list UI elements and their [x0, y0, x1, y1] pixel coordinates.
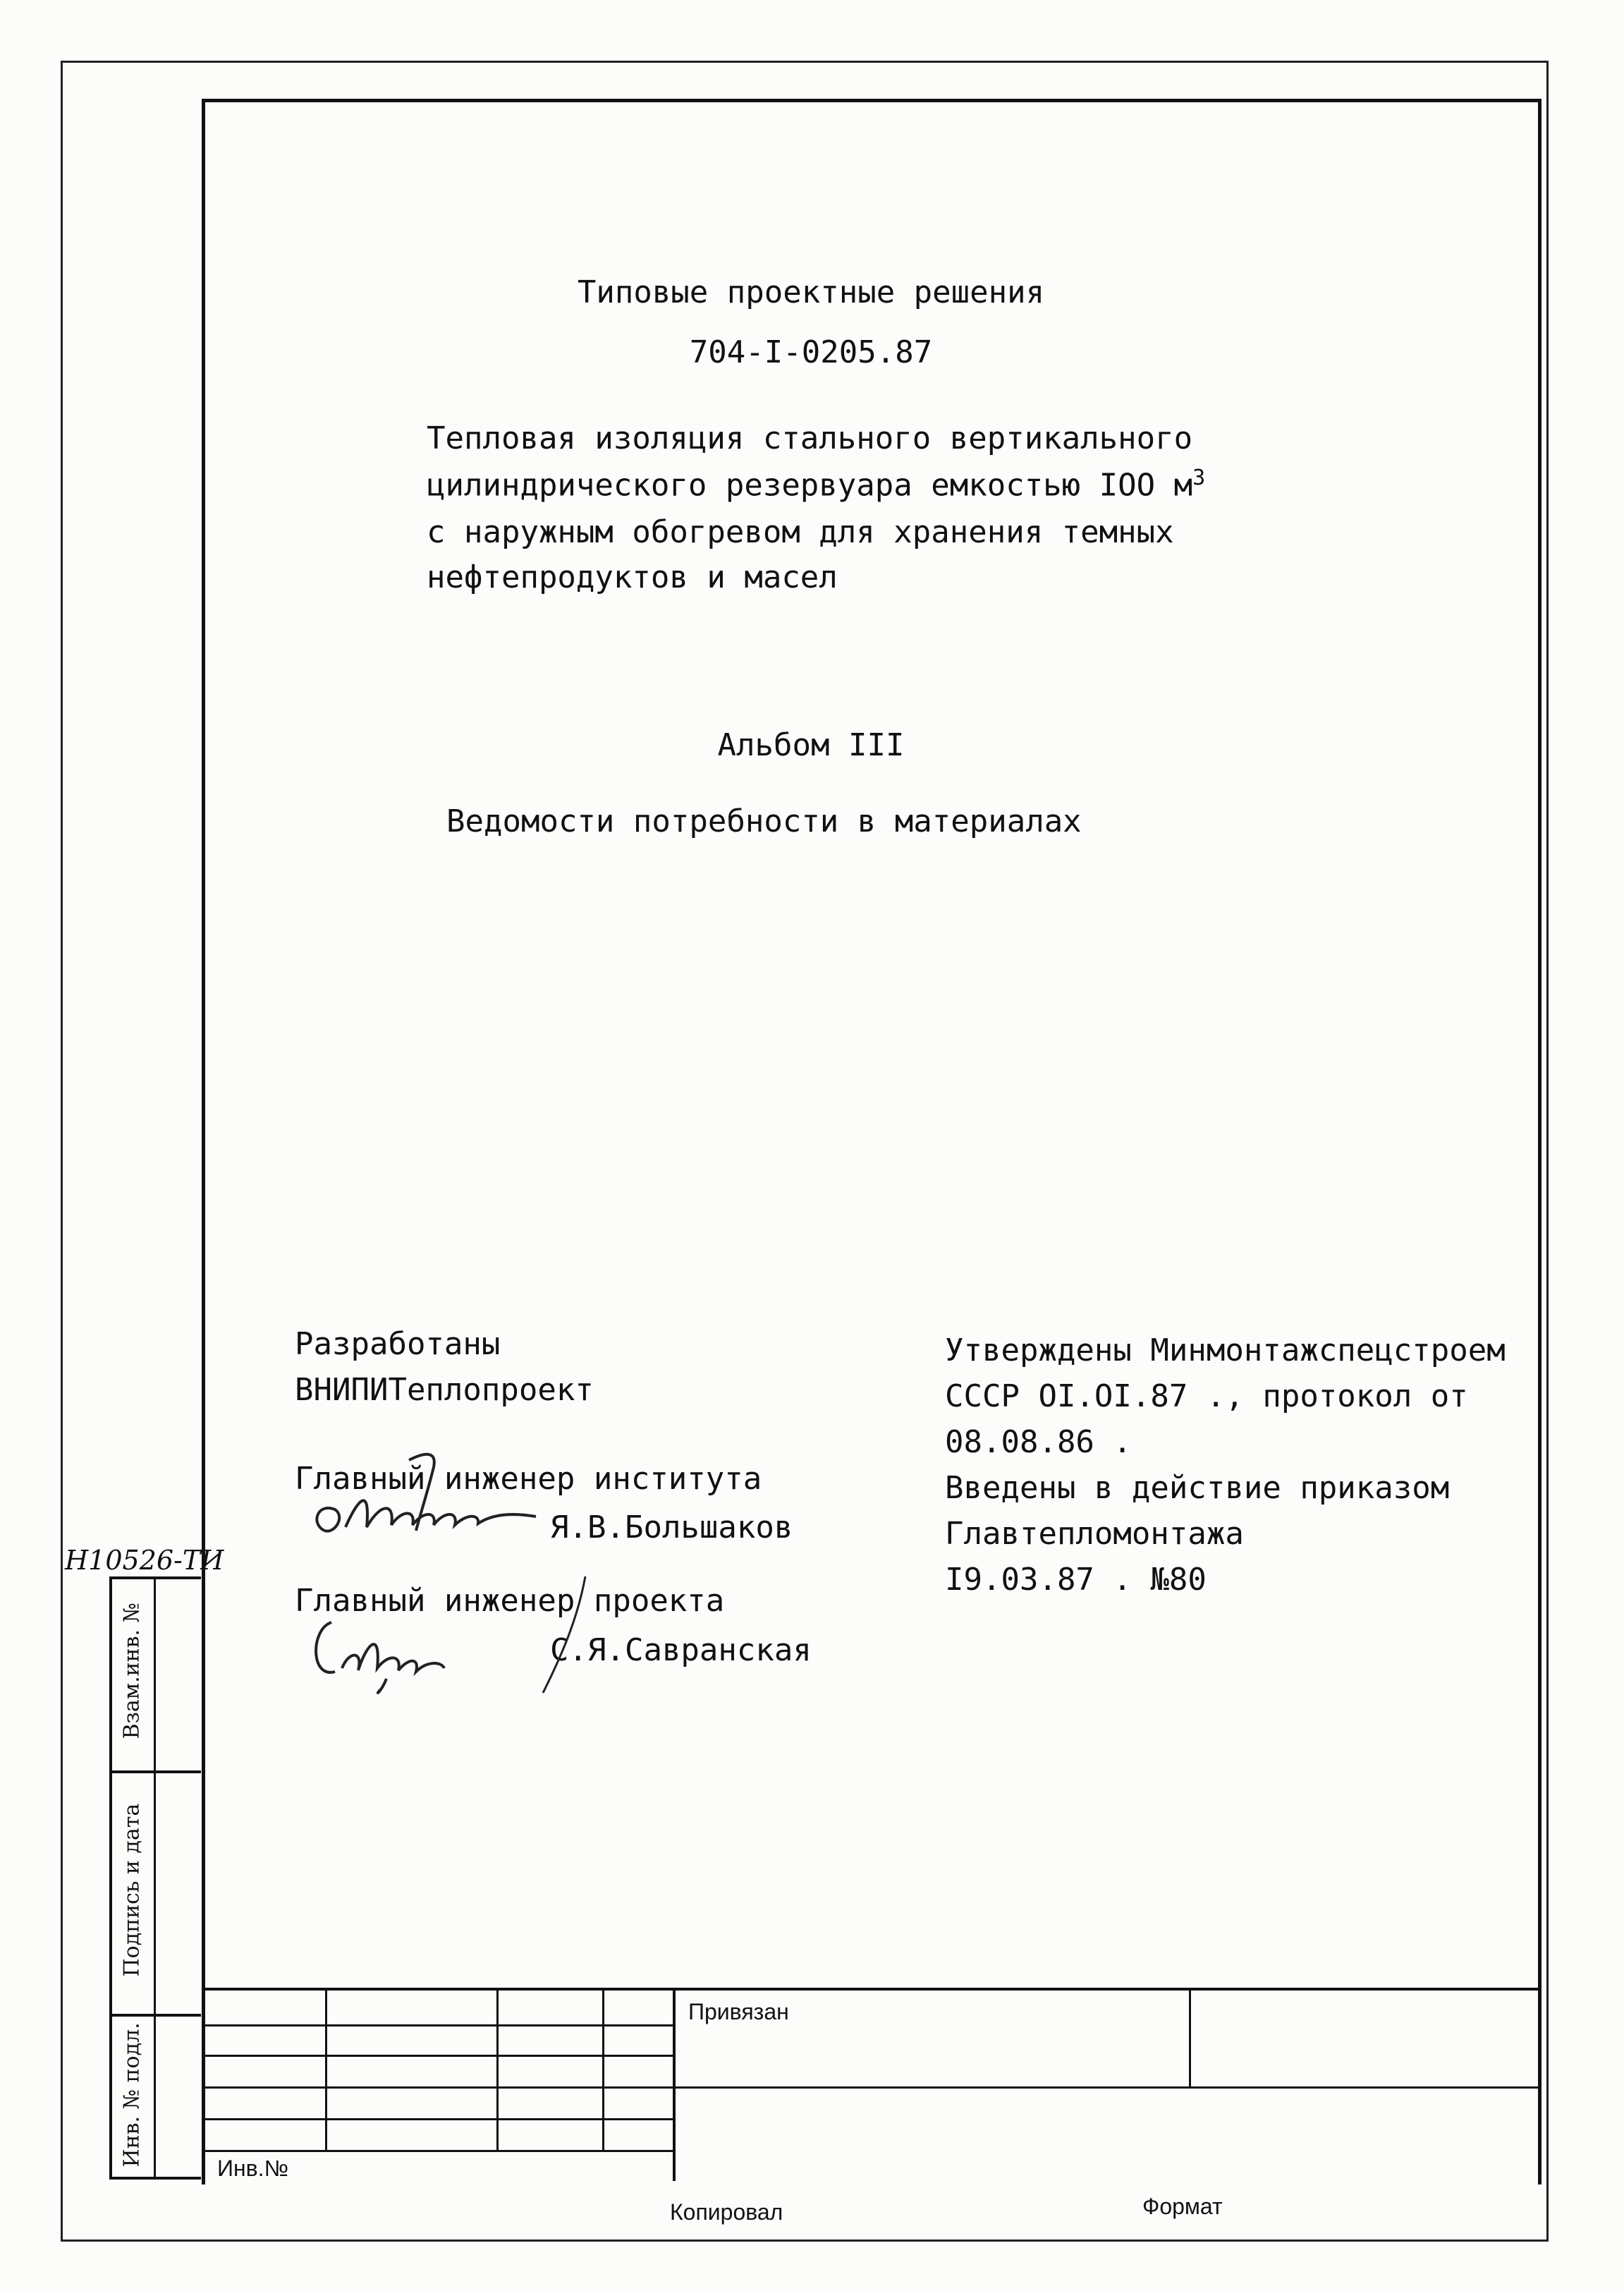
- signature-stroke: [536, 1573, 592, 1700]
- inv-podl-label: Инв. № подл.: [119, 2022, 145, 2168]
- chief-engineer-name: Я.В.Большаков: [550, 1509, 793, 1545]
- tb-top-line: [202, 1988, 1538, 1991]
- title-line-4: нефтепродуктов и масел: [427, 559, 838, 595]
- podpis-data-label: Подпись и дата: [119, 1803, 145, 1977]
- side-stamp-left-line: [109, 1576, 112, 2180]
- tb-row-2: [202, 2055, 674, 2057]
- vzam-inv-label: Взам.инв. №: [119, 1602, 145, 1739]
- tb-row-3: [202, 2086, 1538, 2089]
- tb-col-2: [496, 1988, 499, 2151]
- project-engineer-title: Главный инженер проекта: [295, 1583, 725, 1619]
- developed-label: Разработаны: [295, 1326, 501, 1362]
- album-name: Альбом III: [717, 727, 905, 763]
- tb-col-1: [325, 1988, 327, 2151]
- project-engineer-signature: [303, 1601, 472, 1700]
- tb-col-3: [602, 1988, 604, 2151]
- title-line-2: цилиндрического резервуара емкостью IOO $м^3$: [427, 466, 1206, 504]
- approved-line-6: I9.03.87 . №80: [945, 1562, 1207, 1598]
- chief-engineer-signature: [303, 1446, 571, 1552]
- side-stamp-divider-1: [109, 1770, 201, 1773]
- tb-row-5: [202, 2150, 674, 2152]
- approved-line-3: 08.08.86 .: [945, 1424, 1132, 1460]
- handwritten-code: Н10526-ТИ: [65, 1545, 224, 1576]
- developer-org: ВНИПИТеплопроект: [295, 1372, 594, 1408]
- inner-frame: [202, 99, 1541, 2184]
- title-block: [202, 1988, 1538, 2181]
- side-stamp-divider-2: [109, 2014, 201, 2017]
- tb-col-5: [1189, 1988, 1191, 2086]
- kopiroval-label: Копировал: [670, 2199, 783, 2225]
- format-label: Формат: [1142, 2194, 1223, 2219]
- tb-row-4: [202, 2118, 674, 2120]
- inv-no-label: Инв.№: [217, 2156, 288, 2181]
- chief-engineer-title: Главный инженер института: [295, 1461, 762, 1497]
- tb-row-1: [202, 2024, 674, 2026]
- approved-line-2: СССР OI.OI.87 ., протокол от: [945, 1378, 1468, 1414]
- project-code: 704-I-0205.87: [689, 334, 933, 370]
- approved-line-4: Введены в действие приказом: [945, 1470, 1450, 1506]
- title-line-1: Тепловая изоляция стального вертикального: [427, 420, 1193, 456]
- project-engineer-name: С.Я.Савранская: [550, 1632, 812, 1668]
- album-subtitle: Ведомости потребности в материалах: [446, 803, 1082, 839]
- approved-line-5: Главтепломонтажа: [945, 1516, 1244, 1552]
- series-heading: Типовые проектные решения: [577, 274, 1045, 310]
- title-superscript: 3: [1192, 466, 1206, 490]
- approved-line-1: Утверждены Минмонтажспецстроем: [945, 1332, 1506, 1368]
- title-line-3: с наружным обогревом для хранения темных: [427, 514, 1174, 550]
- side-stamp-mid-line: [154, 1576, 156, 2180]
- privyazan-label: Привязан: [688, 1999, 789, 2024]
- side-stamp-bottom-line: [109, 2177, 201, 2180]
